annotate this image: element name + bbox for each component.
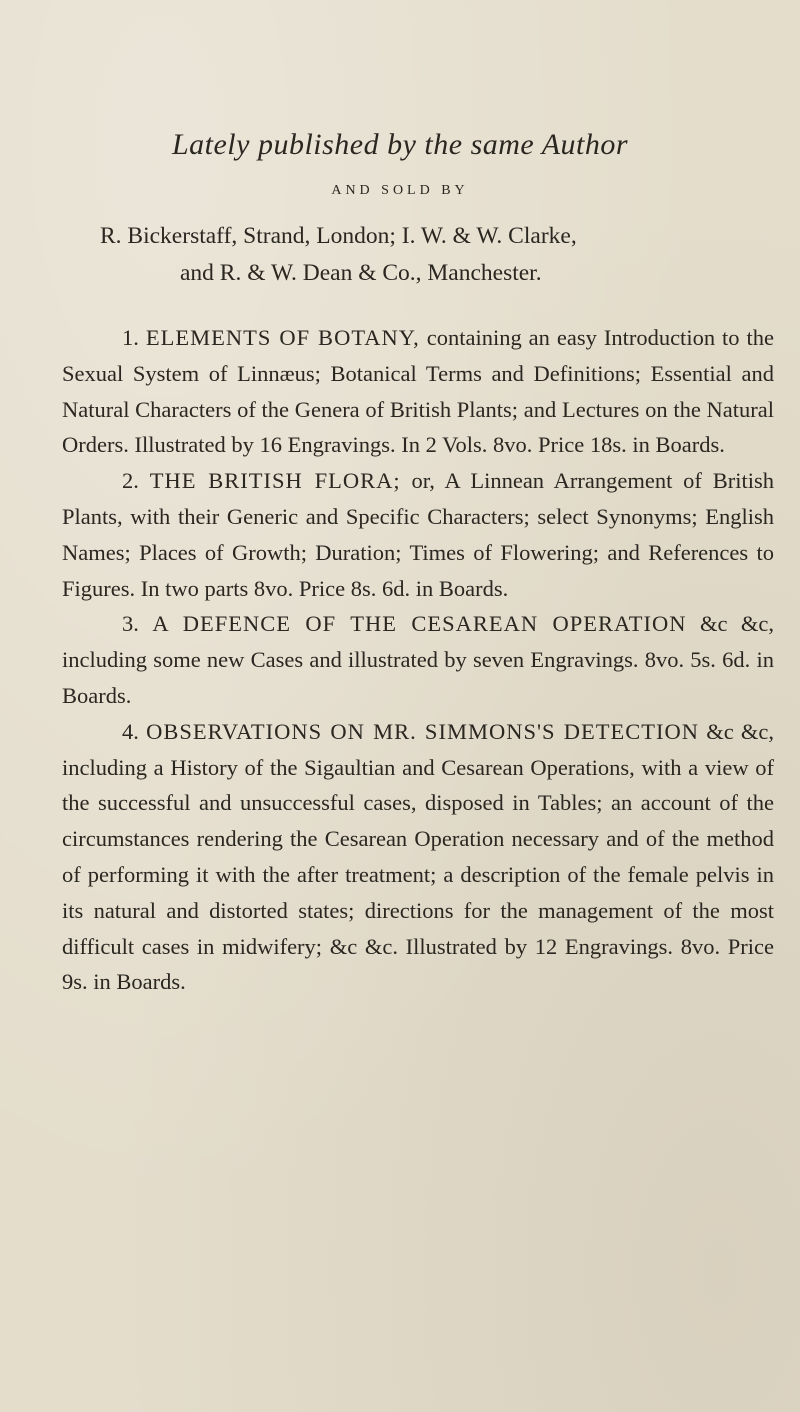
publishers-block xyxy=(100,218,790,292)
entry-description: or, A Linnean Arrangement of British Plants, with their Generic and Specific Characters; select Synonyms; English Names; Places of Growth; Duration; Times of Flowering; and References to Figures. In two parts 8vo. Price 8s. 6d. in Boards. xyxy=(62,468,774,601)
publication-entry-3 xyxy=(62,606,774,713)
entry-description: &c &c, including a History of the Sigaultian and Cesarean Operations, with a view of the successful and unsuccessful cases, disposed in Tables; an account of the circumstances rendering the Cesarean Operation necessary and of the method of performing it with the after treatment; a description of the female pelvis in its natural and distorted states; directions for the management of the most difficult cases in midwifery; &c &c. Illustrated by 12 Engravings. 8vo. Price 9s. in Boards. xyxy=(62,718,775,995)
page-heading: Lately published by the same Author xyxy=(171,128,629,161)
entry-title: OBSERVATIONS ON MR. SIMMONS'S DETECTION xyxy=(146,718,699,744)
entry-number: 3. xyxy=(122,611,139,637)
publication-entry-2 xyxy=(62,463,774,606)
entry-number: 1. xyxy=(122,325,139,350)
sold-by-line: AND SOLD BY xyxy=(331,183,469,198)
entry-title: THE BRITISH FLORA; xyxy=(149,468,401,494)
publication-list xyxy=(62,320,774,1000)
entry-title: ELEMENTS OF BOTANY, xyxy=(145,325,420,350)
entry-number: 4. xyxy=(122,718,139,744)
publishers-line-2: and R. & W. Dean & Co., Manchester. xyxy=(180,260,542,286)
entry-title: A DEFENCE OF THE CESAREAN OPERATION xyxy=(152,611,687,637)
entry-description: &c &c, including some new Cases and illustrated by seven Engravings. 8vo. 5s. 6d. in Boards. xyxy=(62,611,775,708)
publication-entry-1 xyxy=(62,320,774,463)
publishers-line-1: R. Bickerstaff, Strand, London; I. W. & W. Clarke, xyxy=(100,223,577,249)
entry-number: 2. xyxy=(122,468,139,494)
publication-entry-4 xyxy=(62,714,774,1000)
entry-description: containing an easy Introduction to the Sexual System of Linnæus; Botanical Terms and Definitions; Essential and Natural Characters of the Genera of British Plants; and Lectures on the Natural Orders. Illustrated by 16 Engravings. In 2 Vols. 8vo. Price 18s. in Boards. xyxy=(62,325,775,458)
